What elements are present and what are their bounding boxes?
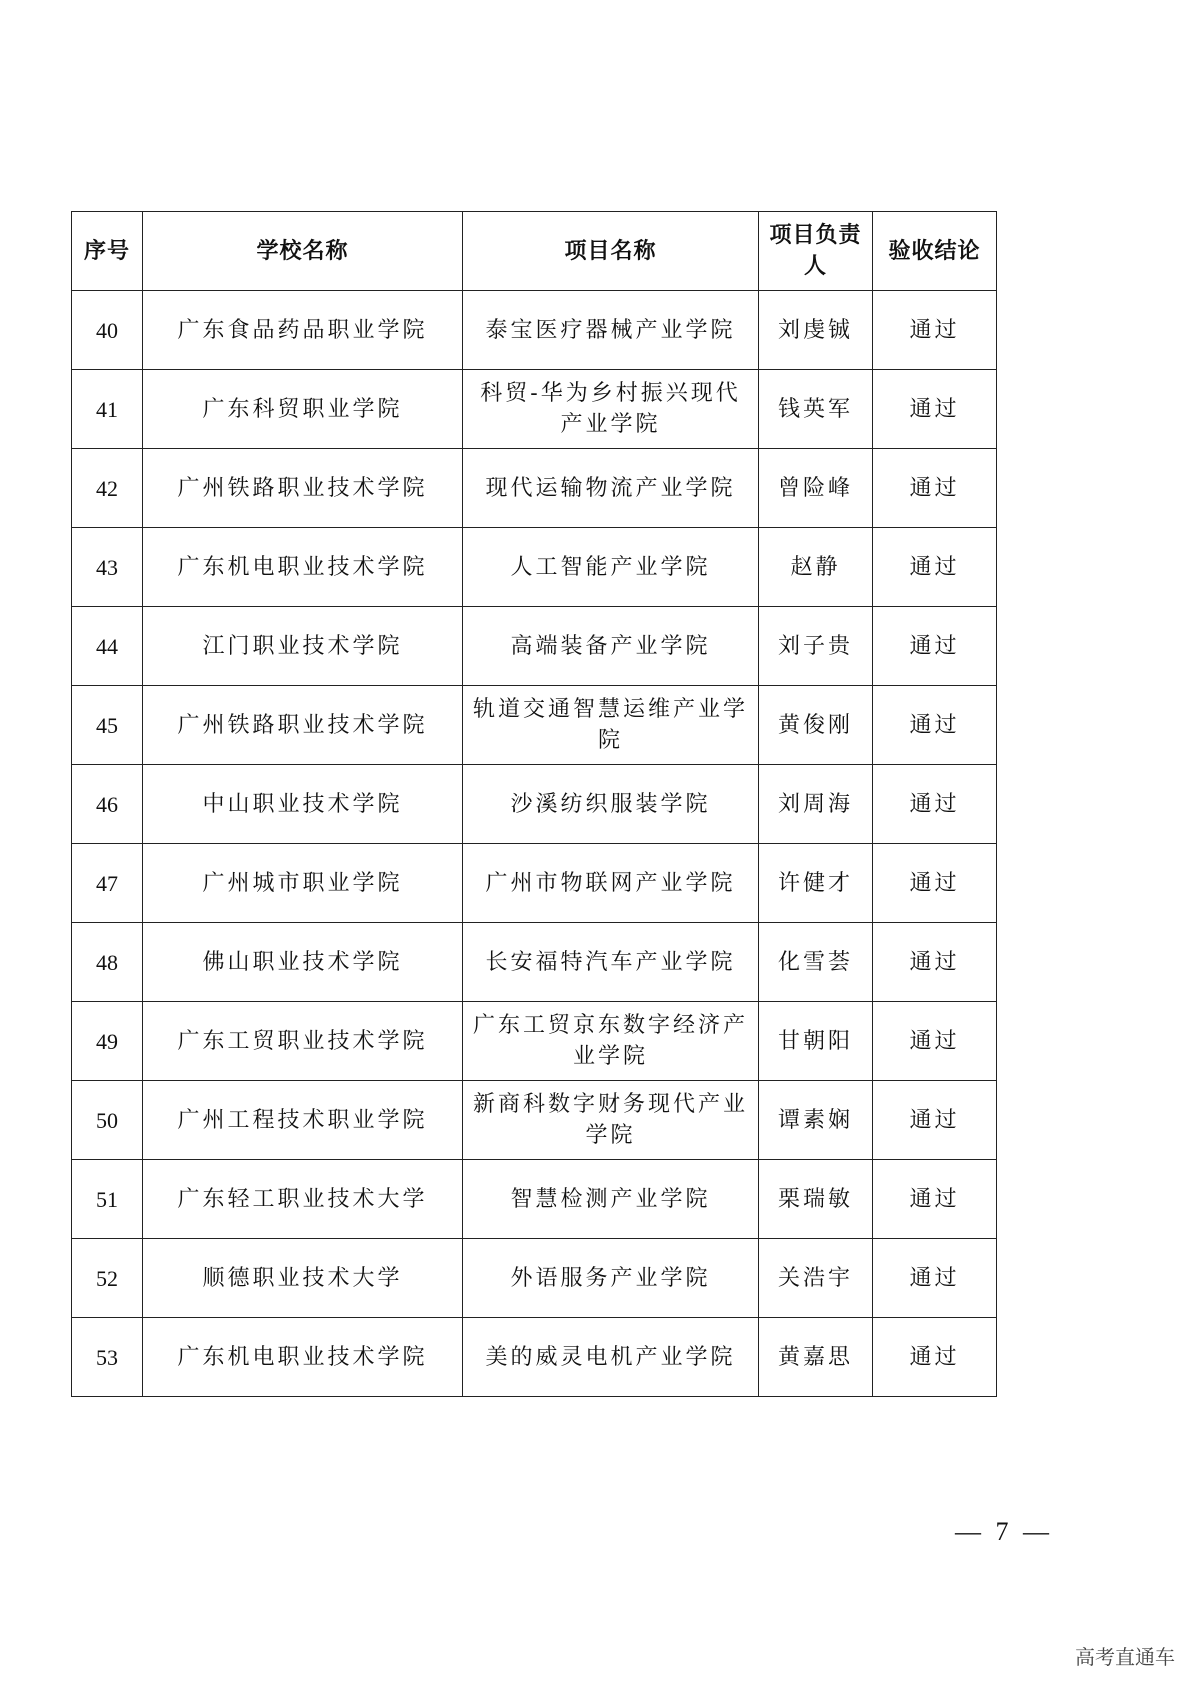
cell-leader: 刘子贵	[759, 607, 873, 686]
page-number: — 7 —	[955, 1517, 1053, 1546]
cell-leader: 刘虔铖	[759, 291, 873, 370]
column-header-index: 序号	[72, 212, 143, 291]
cell-conclusion: 通过	[873, 765, 997, 844]
cell-project: 沙溪纺织服装学院	[463, 765, 759, 844]
cell-project: 智慧检测产业学院	[463, 1160, 759, 1239]
cell-project: 美的威灵电机产业学院	[463, 1318, 759, 1397]
column-header-school: 学校名称	[143, 212, 463, 291]
table-row	[72, 607, 997, 686]
cell-school: 广东轻工职业技术大学	[143, 1160, 463, 1239]
cell-index: 53	[72, 1318, 143, 1397]
table-row	[72, 923, 997, 1002]
cell-conclusion: 通过	[873, 370, 997, 449]
cell-conclusion: 通过	[873, 1239, 997, 1318]
cell-index: 49	[72, 1002, 143, 1081]
table-row	[72, 1239, 997, 1318]
cell-school: 广东机电职业技术学院	[143, 528, 463, 607]
cell-conclusion: 通过	[873, 1002, 997, 1081]
table-row	[72, 528, 997, 607]
cell-index: 41	[72, 370, 143, 449]
cell-index: 45	[72, 686, 143, 765]
cell-project: 广东工贸京东数字经济产业学院	[463, 1002, 759, 1081]
watermark: 高考直通车	[1075, 1645, 1175, 1669]
cell-conclusion: 通过	[873, 1160, 997, 1239]
cell-project: 长安福特汽车产业学院	[463, 923, 759, 1002]
cell-leader: 关浩宇	[759, 1239, 873, 1318]
cell-index: 40	[72, 291, 143, 370]
column-header-project: 项目名称	[463, 212, 759, 291]
cell-school: 佛山职业技术学院	[143, 923, 463, 1002]
cell-school: 广州工程技术职业学院	[143, 1081, 463, 1160]
column-header-conclusion: 验收结论	[873, 212, 997, 291]
cell-project: 新商科数字财务现代产业学院	[463, 1081, 759, 1160]
table-row	[72, 1160, 997, 1239]
cell-conclusion: 通过	[873, 528, 997, 607]
cell-conclusion: 通过	[873, 607, 997, 686]
cell-project: 高端装备产业学院	[463, 607, 759, 686]
cell-index: 47	[72, 844, 143, 923]
cell-school: 广东科贸职业学院	[143, 370, 463, 449]
cell-index: 46	[72, 765, 143, 844]
cell-leader: 化雪荟	[759, 923, 873, 1002]
cell-school: 广州铁路职业技术学院	[143, 449, 463, 528]
cell-school: 顺德职业技术大学	[143, 1239, 463, 1318]
table-row	[72, 844, 997, 923]
cell-index: 42	[72, 449, 143, 528]
cell-school: 广东食品药品职业学院	[143, 291, 463, 370]
cell-conclusion: 通过	[873, 1081, 997, 1160]
table-row	[72, 370, 997, 449]
cell-school: 江门职业技术学院	[143, 607, 463, 686]
cell-school: 广东工贸职业技术学院	[143, 1002, 463, 1081]
cell-leader: 栗瑞敏	[759, 1160, 873, 1239]
cell-index: 43	[72, 528, 143, 607]
column-header-leader: 项目负责人	[759, 212, 873, 291]
cell-conclusion: 通过	[873, 844, 997, 923]
cell-project: 外语服务产业学院	[463, 1239, 759, 1318]
cell-leader: 赵静	[759, 528, 873, 607]
cell-project: 人工智能产业学院	[463, 528, 759, 607]
cell-school: 中山职业技术学院	[143, 765, 463, 844]
cell-conclusion: 通过	[873, 291, 997, 370]
acceptance-results-table	[71, 211, 997, 1397]
cell-conclusion: 通过	[873, 923, 997, 1002]
cell-index: 51	[72, 1160, 143, 1239]
table-row	[72, 1002, 997, 1081]
cell-index: 52	[72, 1239, 143, 1318]
cell-index: 50	[72, 1081, 143, 1160]
cell-project: 科贸-华为乡村振兴现代产业学院	[463, 370, 759, 449]
cell-leader: 甘朝阳	[759, 1002, 873, 1081]
cell-leader: 钱英军	[759, 370, 873, 449]
table-header-row	[72, 212, 997, 291]
cell-project: 现代运输物流产业学院	[463, 449, 759, 528]
table-row	[72, 1081, 997, 1160]
cell-index: 48	[72, 923, 143, 1002]
cell-conclusion: 通过	[873, 449, 997, 528]
cell-leader: 谭素娴	[759, 1081, 873, 1160]
table-body	[72, 291, 997, 1397]
cell-leader: 刘周海	[759, 765, 873, 844]
table-row	[72, 765, 997, 844]
cell-leader: 黄嘉思	[759, 1318, 873, 1397]
table-row	[72, 686, 997, 765]
cell-project: 广州市物联网产业学院	[463, 844, 759, 923]
table-row	[72, 291, 997, 370]
cell-project: 轨道交通智慧运维产业学院	[463, 686, 759, 765]
cell-leader: 许健才	[759, 844, 873, 923]
table-row	[72, 1318, 997, 1397]
cell-leader: 曾险峰	[759, 449, 873, 528]
cell-conclusion: 通过	[873, 1318, 997, 1397]
cell-project: 泰宝医疗器械产业学院	[463, 291, 759, 370]
cell-school: 广东机电职业技术学院	[143, 1318, 463, 1397]
cell-index: 44	[72, 607, 143, 686]
table-row	[72, 449, 997, 528]
cell-leader: 黄俊刚	[759, 686, 873, 765]
cell-school: 广州城市职业学院	[143, 844, 463, 923]
cell-conclusion: 通过	[873, 686, 997, 765]
cell-school: 广州铁路职业技术学院	[143, 686, 463, 765]
